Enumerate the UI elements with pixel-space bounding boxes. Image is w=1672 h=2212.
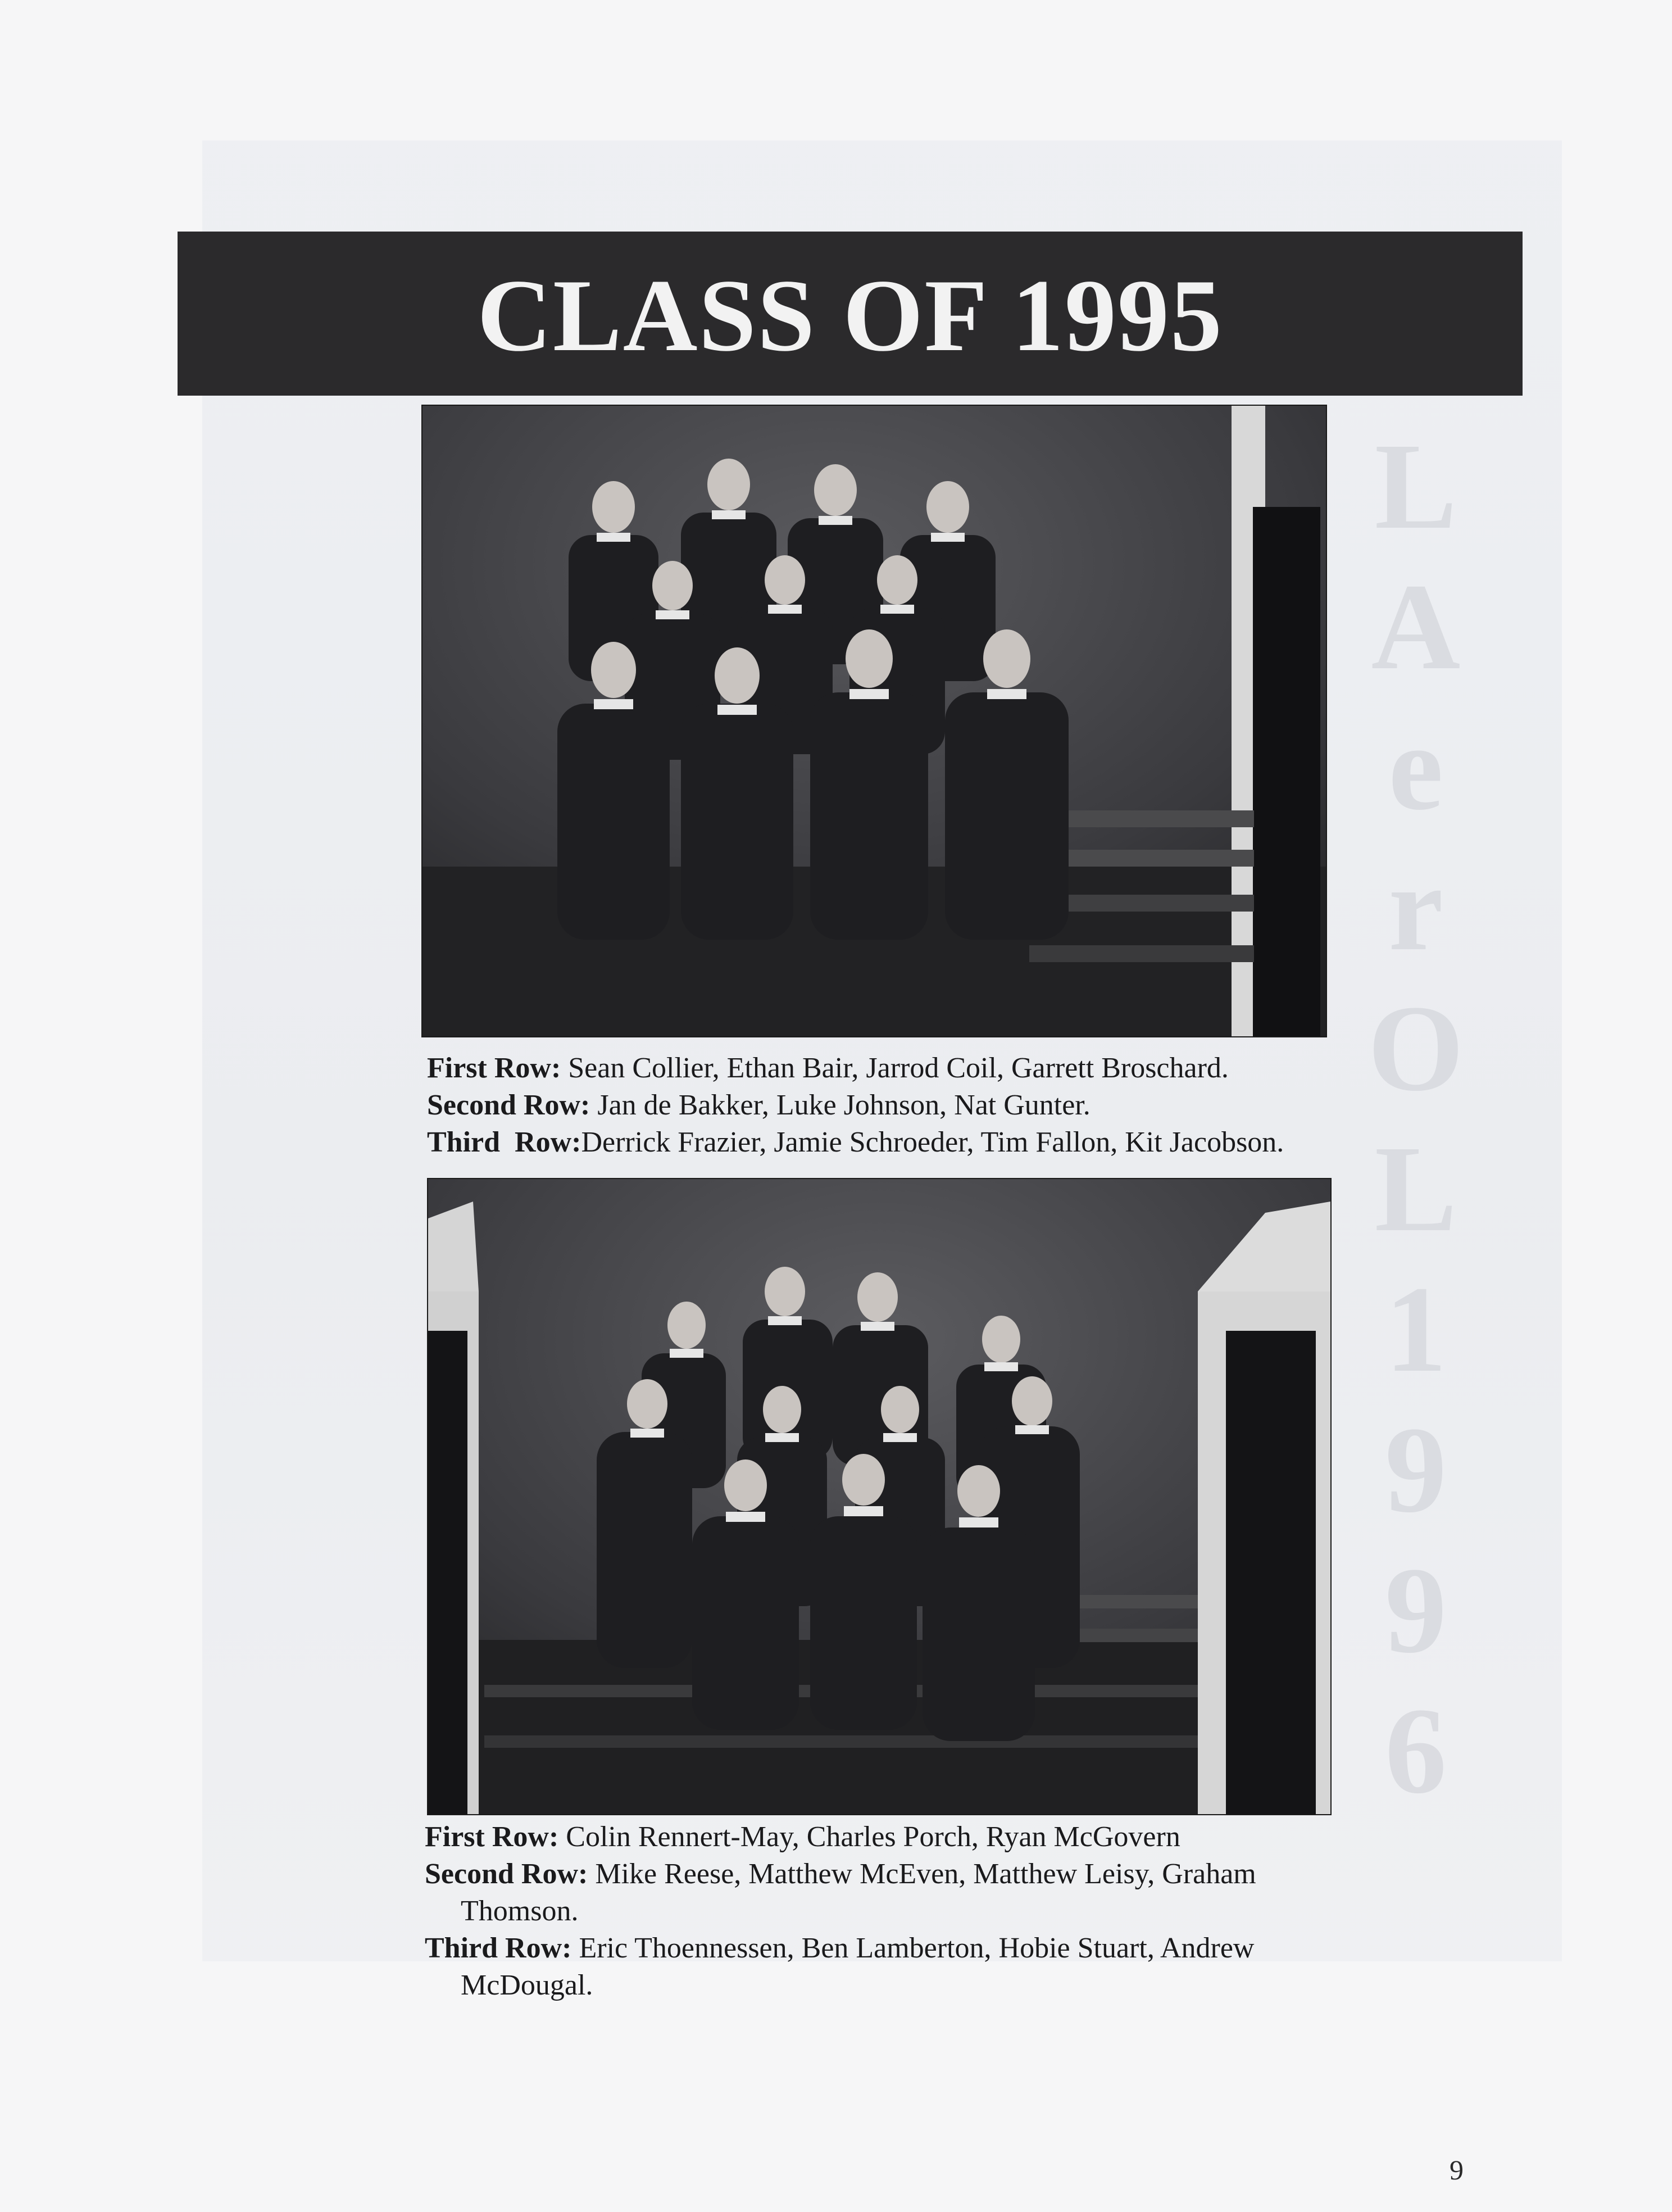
caption-line	[427, 1050, 1461, 1087]
row-label: Second Row:	[425, 1858, 588, 1890]
row-label: First Row:	[427, 1052, 561, 1084]
caption-line	[425, 1819, 1402, 1856]
row-label: First Row:	[425, 1821, 559, 1853]
row-names: Eric Thoennessen, Ben Lamberton, Hobie Stuart, Andrew	[571, 1932, 1255, 1964]
row-names: Colin Rennert-May, Charles Porch, Ryan McGovern	[558, 1821, 1180, 1853]
group-photo-2	[428, 1179, 1330, 1814]
title-banner	[178, 232, 1523, 396]
row-label: Third Row:	[425, 1932, 572, 1964]
caption-line	[425, 1856, 1402, 1893]
page-number: 9	[1450, 2154, 1464, 2186]
group-photo-1	[422, 406, 1326, 1036]
row-label: Second Row:	[427, 1089, 590, 1121]
row-names: Sean Collier, Ethan Bair, Jarrod Coil, Garrett Broschard.	[561, 1052, 1229, 1084]
photo-2-caption	[425, 1819, 1402, 2004]
background-bleed-lettering: L A e r O L 1 9 9 6	[1367, 418, 1464, 1819]
row-names: Mike Reese, Matthew McEven, Matthew Leisy, Graham	[588, 1858, 1256, 1890]
row-label: Third Row:	[427, 1126, 581, 1158]
caption-continuation: McDougal.	[461, 1969, 593, 2001]
page-title: CLASS OF 1995	[477, 258, 1223, 373]
caption-line	[427, 1087, 1461, 1124]
photo-1-caption	[427, 1050, 1461, 1161]
caption-continuation: Thomson.	[461, 1895, 579, 1927]
row-names: Jan de Bakker, Luke Johnson, Nat Gunter.	[590, 1089, 1091, 1121]
caption-line	[425, 1930, 1402, 1967]
caption-line	[427, 1124, 1461, 1161]
row-names: Derrick Frazier, Jamie Schroeder, Tim Fallon, Kit Jacobson.	[581, 1126, 1284, 1158]
